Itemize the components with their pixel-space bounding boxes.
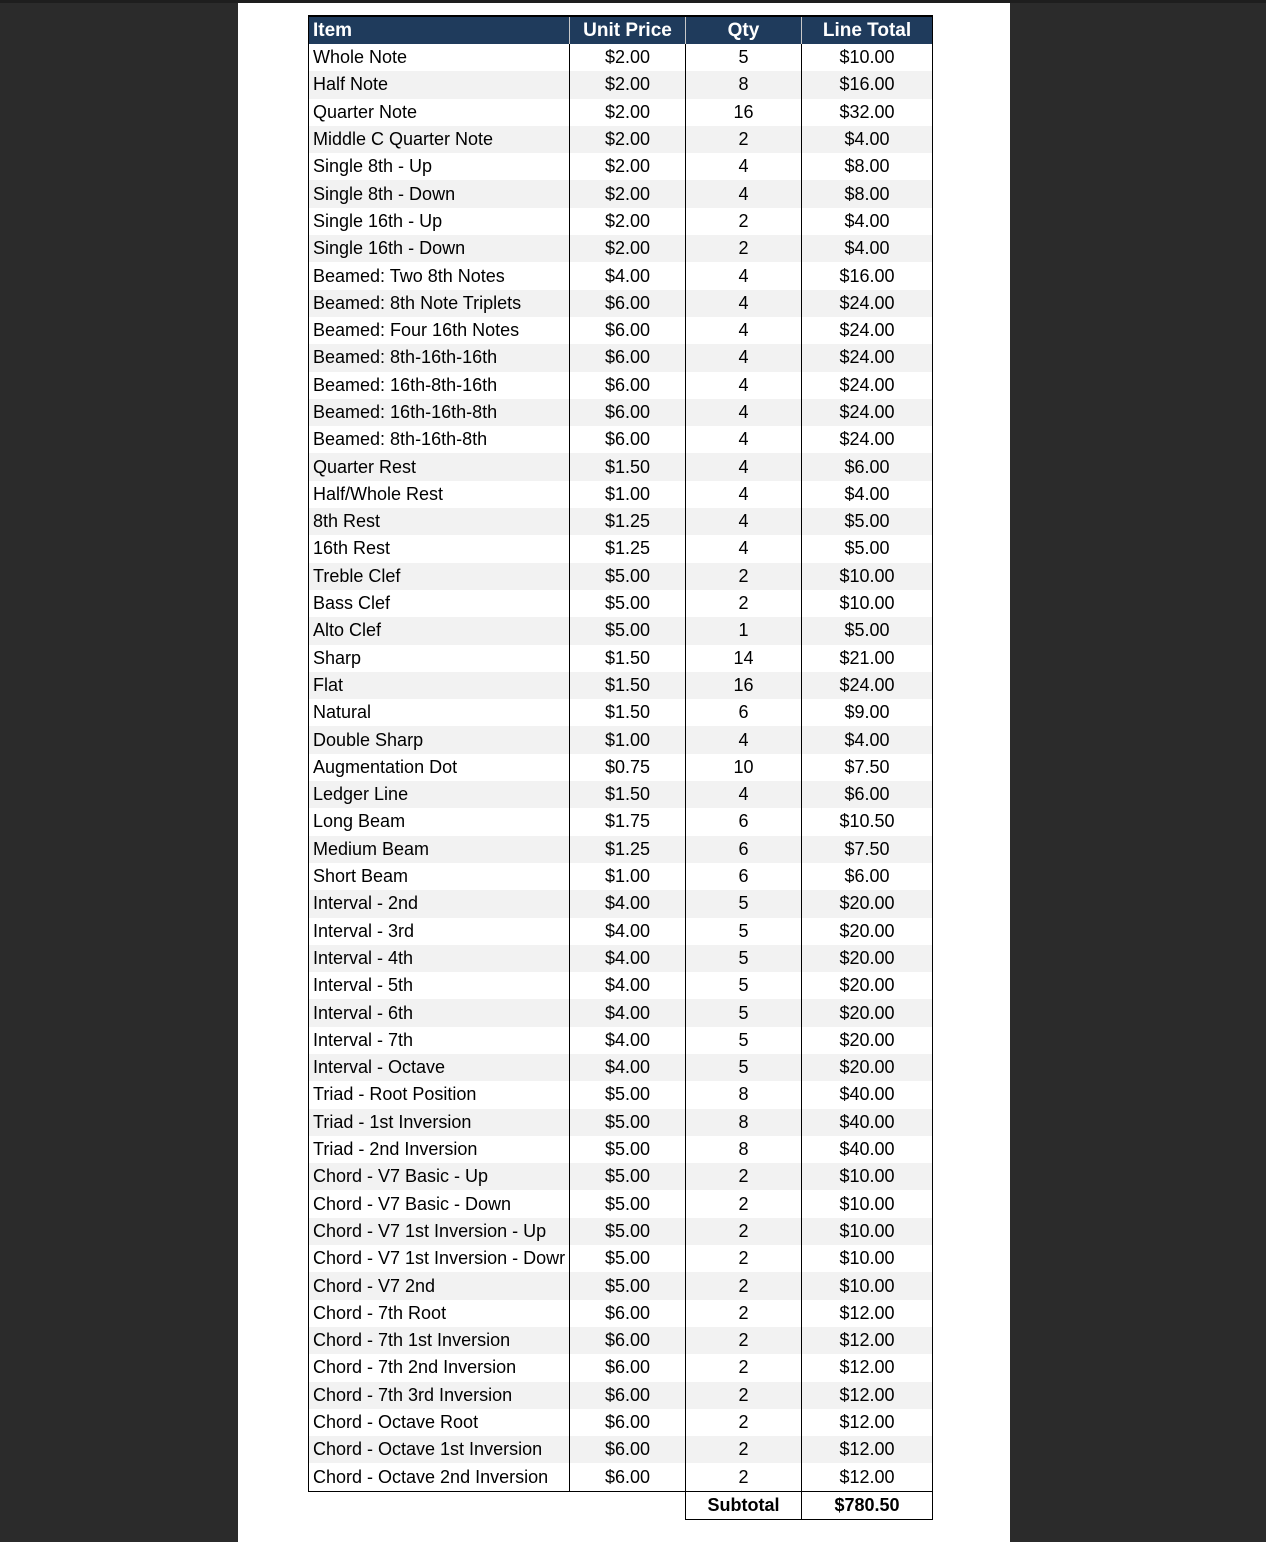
table-row xyxy=(309,1409,933,1436)
item-cell: Interval - Octave xyxy=(309,1054,570,1081)
item-cell: Long Beam xyxy=(309,808,570,835)
unit-price-cell: $1.50 xyxy=(570,699,686,726)
item-cell: Single 16th - Down xyxy=(309,235,570,262)
unit-price-cell: $5.00 xyxy=(570,1163,686,1190)
item-cell: Chord - V7 Basic - Down xyxy=(309,1190,570,1217)
unit-price-cell: $6.00 xyxy=(570,1463,686,1491)
unit-price-cell: $5.00 xyxy=(570,590,686,617)
item-cell: Alto Clef xyxy=(309,617,570,644)
qty-cell: 4 xyxy=(686,399,802,426)
unit-price-cell: $1.75 xyxy=(570,808,686,835)
qty-cell: 2 xyxy=(686,1190,802,1217)
table-body xyxy=(309,44,933,1491)
unit-price-cell: $4.00 xyxy=(570,972,686,999)
item-cell: Single 16th - Up xyxy=(309,208,570,235)
item-cell: Half/Whole Rest xyxy=(309,481,570,508)
table-row xyxy=(309,481,933,508)
unit-price-cell: $1.25 xyxy=(570,508,686,535)
unit-price-cell: $4.00 xyxy=(570,1054,686,1081)
item-cell: Double Sharp xyxy=(309,726,570,753)
table-row xyxy=(309,1327,933,1354)
qty-cell: 2 xyxy=(686,590,802,617)
table-row xyxy=(309,754,933,781)
item-cell: Quarter Note xyxy=(309,99,570,126)
item-cell: Chord - V7 Basic - Up xyxy=(309,1163,570,1190)
item-cell: Interval - 6th xyxy=(309,999,570,1026)
subtotal-value: $780.50 xyxy=(802,1491,933,1519)
table-row xyxy=(309,726,933,753)
table-row xyxy=(309,262,933,289)
item-cell: Triad - 2nd Inversion xyxy=(309,1136,570,1163)
table-row xyxy=(309,1272,933,1299)
item-cell: Chord - Octave 1st Inversion xyxy=(309,1436,570,1463)
item-cell: Bass Clef xyxy=(309,590,570,617)
unit-price-cell: $0.75 xyxy=(570,754,686,781)
item-cell: Interval - 5th xyxy=(309,972,570,999)
unit-price-cell: $5.00 xyxy=(570,1218,686,1245)
table-row xyxy=(309,1245,933,1272)
line-total-cell: $12.00 xyxy=(802,1300,933,1327)
qty-cell: 4 xyxy=(686,290,802,317)
item-cell: Chord - Octave 2nd Inversion xyxy=(309,1463,570,1491)
line-total-cell: $40.00 xyxy=(802,1081,933,1108)
line-total-cell: $24.00 xyxy=(802,672,933,699)
qty-cell: 10 xyxy=(686,754,802,781)
unit-price-cell: $6.00 xyxy=(570,344,686,371)
unit-price-cell: $6.00 xyxy=(570,372,686,399)
table-row xyxy=(309,344,933,371)
qty-cell: 5 xyxy=(686,1054,802,1081)
line-total-cell: $6.00 xyxy=(802,781,933,808)
line-total-cell: $5.00 xyxy=(802,535,933,562)
line-total-cell: $16.00 xyxy=(802,71,933,98)
qty-cell: 4 xyxy=(686,262,802,289)
unit-price-cell: $5.00 xyxy=(570,617,686,644)
table-row xyxy=(309,180,933,207)
item-cell: Interval - 3rd xyxy=(309,918,570,945)
item-cell: Medium Beam xyxy=(309,836,570,863)
unit-price-cell: $2.00 xyxy=(570,180,686,207)
table-row xyxy=(309,1218,933,1245)
unit-price-cell: $4.00 xyxy=(570,262,686,289)
line-total-cell: $40.00 xyxy=(802,1109,933,1136)
table-row xyxy=(309,1463,933,1491)
qty-cell: 2 xyxy=(686,1327,802,1354)
qty-cell: 4 xyxy=(686,726,802,753)
table-row xyxy=(309,153,933,180)
line-total-cell: $24.00 xyxy=(802,399,933,426)
unit-price-cell: $1.50 xyxy=(570,645,686,672)
qty-cell: 4 xyxy=(686,508,802,535)
line-total-cell: $4.00 xyxy=(802,481,933,508)
qty-cell: 4 xyxy=(686,372,802,399)
item-cell: Beamed: 8th-16th-8th xyxy=(309,426,570,453)
table-row xyxy=(309,590,933,617)
unit-price-cell: $6.00 xyxy=(570,1382,686,1409)
line-total-cell: $24.00 xyxy=(802,372,933,399)
table-row xyxy=(309,1054,933,1081)
line-total-cell: $5.00 xyxy=(802,617,933,644)
qty-cell: 1 xyxy=(686,617,802,644)
table-row xyxy=(309,672,933,699)
table-row xyxy=(309,781,933,808)
line-total-cell: $20.00 xyxy=(802,972,933,999)
table-row xyxy=(309,453,933,480)
unit-price-cell: $5.00 xyxy=(570,1136,686,1163)
qty-cell: 6 xyxy=(686,836,802,863)
line-total-cell: $10.00 xyxy=(802,1245,933,1272)
item-cell: Whole Note xyxy=(309,44,570,71)
qty-cell: 2 xyxy=(686,1300,802,1327)
unit-price-cell: $5.00 xyxy=(570,1081,686,1108)
item-cell: Single 8th - Up xyxy=(309,153,570,180)
item-cell: Chord - V7 2nd xyxy=(309,1272,570,1299)
table-row xyxy=(309,1109,933,1136)
unit-price-cell: $2.00 xyxy=(570,126,686,153)
qty-cell: 4 xyxy=(686,317,802,344)
line-total-cell: $12.00 xyxy=(802,1436,933,1463)
item-cell: Interval - 2nd xyxy=(309,890,570,917)
qty-cell: 2 xyxy=(686,1245,802,1272)
item-cell: Beamed: Four 16th Notes xyxy=(309,317,570,344)
item-cell: 16th Rest xyxy=(309,535,570,562)
qty-cell: 2 xyxy=(686,235,802,262)
table-row xyxy=(309,1190,933,1217)
column-header-line-total: Line Total xyxy=(802,16,933,44)
table-row xyxy=(309,235,933,262)
table-row xyxy=(309,1027,933,1054)
table-row xyxy=(309,699,933,726)
item-cell: Augmentation Dot xyxy=(309,754,570,781)
line-items-table xyxy=(308,15,933,1520)
line-total-cell: $21.00 xyxy=(802,645,933,672)
unit-price-cell: $6.00 xyxy=(570,399,686,426)
unit-price-cell: $1.50 xyxy=(570,672,686,699)
table-row xyxy=(309,290,933,317)
subtotal-label: Subtotal xyxy=(686,1491,802,1519)
line-total-cell: $20.00 xyxy=(802,1027,933,1054)
line-total-cell: $20.00 xyxy=(802,999,933,1026)
line-total-cell: $6.00 xyxy=(802,453,933,480)
unit-price-cell: $5.00 xyxy=(570,1190,686,1217)
item-cell: Interval - 4th xyxy=(309,945,570,972)
column-header-unit-price: Unit Price xyxy=(570,16,686,44)
table-row xyxy=(309,1436,933,1463)
header-row xyxy=(309,16,933,44)
unit-price-cell: $5.00 xyxy=(570,1109,686,1136)
item-cell: Sharp xyxy=(309,645,570,672)
item-cell: Chord - Octave Root xyxy=(309,1409,570,1436)
unit-price-cell: $4.00 xyxy=(570,890,686,917)
unit-price-cell: $4.00 xyxy=(570,999,686,1026)
unit-price-cell: $2.00 xyxy=(570,208,686,235)
qty-cell: 2 xyxy=(686,208,802,235)
line-total-cell: $6.00 xyxy=(802,863,933,890)
item-cell: Quarter Rest xyxy=(309,453,570,480)
unit-price-cell: $2.00 xyxy=(570,153,686,180)
table-row xyxy=(309,399,933,426)
item-cell: Beamed: Two 8th Notes xyxy=(309,262,570,289)
column-header-item: Item xyxy=(309,16,570,44)
unit-price-cell: $6.00 xyxy=(570,1409,686,1436)
qty-cell: 2 xyxy=(686,563,802,590)
qty-cell: 6 xyxy=(686,863,802,890)
qty-cell: 8 xyxy=(686,1136,802,1163)
blank-cell xyxy=(309,1491,570,1519)
line-total-cell: $10.00 xyxy=(802,44,933,71)
qty-cell: 2 xyxy=(686,1218,802,1245)
qty-cell: 4 xyxy=(686,453,802,480)
item-cell: Short Beam xyxy=(309,863,570,890)
table-row xyxy=(309,208,933,235)
item-cell: Single 8th - Down xyxy=(309,180,570,207)
line-total-cell: $10.00 xyxy=(802,1190,933,1217)
line-total-cell: $24.00 xyxy=(802,317,933,344)
table-row xyxy=(309,372,933,399)
item-cell: Chord - V7 1st Inversion - Dowr xyxy=(309,1245,570,1272)
qty-cell: 4 xyxy=(686,153,802,180)
qty-cell: 5 xyxy=(686,918,802,945)
line-total-cell: $24.00 xyxy=(802,344,933,371)
item-cell: Middle C Quarter Note xyxy=(309,126,570,153)
unit-price-cell: $1.25 xyxy=(570,836,686,863)
line-total-cell: $12.00 xyxy=(802,1327,933,1354)
item-cell: Beamed: 16th-16th-8th xyxy=(309,399,570,426)
table-row xyxy=(309,808,933,835)
table-row xyxy=(309,890,933,917)
line-total-cell: $10.00 xyxy=(802,1218,933,1245)
line-total-cell: $7.50 xyxy=(802,754,933,781)
line-total-cell: $24.00 xyxy=(802,290,933,317)
line-total-cell: $12.00 xyxy=(802,1354,933,1381)
item-cell: Triad - 1st Inversion xyxy=(309,1109,570,1136)
unit-price-cell: $2.00 xyxy=(570,235,686,262)
table-row xyxy=(309,918,933,945)
item-cell: Chord - 7th Root xyxy=(309,1300,570,1327)
qty-cell: 4 xyxy=(686,481,802,508)
line-total-cell: $9.00 xyxy=(802,699,933,726)
table-row xyxy=(309,1136,933,1163)
line-total-cell: $12.00 xyxy=(802,1409,933,1436)
qty-cell: 4 xyxy=(686,344,802,371)
unit-price-cell: $4.00 xyxy=(570,918,686,945)
table-row xyxy=(309,645,933,672)
subtotal-row xyxy=(309,1491,933,1519)
unit-price-cell: $1.50 xyxy=(570,453,686,480)
unit-price-cell: $1.25 xyxy=(570,535,686,562)
qty-cell: 8 xyxy=(686,71,802,98)
item-cell: Natural xyxy=(309,699,570,726)
table-row xyxy=(309,617,933,644)
qty-cell: 16 xyxy=(686,672,802,699)
table-row xyxy=(309,1354,933,1381)
line-total-cell: $7.50 xyxy=(802,836,933,863)
line-total-cell: $4.00 xyxy=(802,126,933,153)
table-row xyxy=(309,563,933,590)
unit-price-cell: $6.00 xyxy=(570,1300,686,1327)
unit-price-cell: $1.50 xyxy=(570,781,686,808)
unit-price-cell: $1.00 xyxy=(570,863,686,890)
table-row xyxy=(309,535,933,562)
line-total-cell: $20.00 xyxy=(802,945,933,972)
qty-cell: 8 xyxy=(686,1109,802,1136)
table-row xyxy=(309,836,933,863)
item-cell: Half Note xyxy=(309,71,570,98)
line-total-cell: $16.00 xyxy=(802,262,933,289)
table-row xyxy=(309,99,933,126)
qty-cell: 4 xyxy=(686,426,802,453)
qty-cell: 5 xyxy=(686,1027,802,1054)
qty-cell: 14 xyxy=(686,645,802,672)
table-row xyxy=(309,972,933,999)
qty-cell: 2 xyxy=(686,1382,802,1409)
table-row xyxy=(309,999,933,1026)
qty-cell: 8 xyxy=(686,1081,802,1108)
table-row xyxy=(309,508,933,535)
item-cell: Interval - 7th xyxy=(309,1027,570,1054)
qty-cell: 5 xyxy=(686,999,802,1026)
qty-cell: 2 xyxy=(686,1163,802,1190)
item-cell: Ledger Line xyxy=(309,781,570,808)
qty-cell: 2 xyxy=(686,1436,802,1463)
document-page xyxy=(238,3,1010,1542)
line-total-cell: $4.00 xyxy=(802,208,933,235)
table-header xyxy=(309,16,933,44)
qty-cell: 5 xyxy=(686,972,802,999)
item-cell: Flat xyxy=(309,672,570,699)
line-total-cell: $8.00 xyxy=(802,153,933,180)
unit-price-cell: $2.00 xyxy=(570,44,686,71)
line-total-cell: $8.00 xyxy=(802,180,933,207)
item-cell: Beamed: 8th-16th-16th xyxy=(309,344,570,371)
blank-cell xyxy=(570,1491,686,1519)
table-row xyxy=(309,945,933,972)
line-total-cell: $10.50 xyxy=(802,808,933,835)
item-cell: 8th Rest xyxy=(309,508,570,535)
table-row xyxy=(309,1300,933,1327)
table-row xyxy=(309,426,933,453)
unit-price-cell: $2.00 xyxy=(570,99,686,126)
line-total-cell: $32.00 xyxy=(802,99,933,126)
line-total-cell: $12.00 xyxy=(802,1382,933,1409)
item-cell: Beamed: 8th Note Triplets xyxy=(309,290,570,317)
line-total-cell: $24.00 xyxy=(802,426,933,453)
line-total-cell: $4.00 xyxy=(802,235,933,262)
qty-cell: 4 xyxy=(686,535,802,562)
qty-cell: 5 xyxy=(686,890,802,917)
unit-price-cell: $5.00 xyxy=(570,563,686,590)
unit-price-cell: $1.00 xyxy=(570,726,686,753)
unit-price-cell: $6.00 xyxy=(570,317,686,344)
unit-price-cell: $6.00 xyxy=(570,1327,686,1354)
line-total-cell: $10.00 xyxy=(802,1163,933,1190)
unit-price-cell: $4.00 xyxy=(570,945,686,972)
unit-price-cell: $5.00 xyxy=(570,1272,686,1299)
qty-cell: 2 xyxy=(686,126,802,153)
unit-price-cell: $6.00 xyxy=(570,290,686,317)
qty-cell: 6 xyxy=(686,808,802,835)
line-total-cell: $10.00 xyxy=(802,590,933,617)
line-total-cell: $10.00 xyxy=(802,563,933,590)
qty-cell: 6 xyxy=(686,699,802,726)
qty-cell: 5 xyxy=(686,945,802,972)
unit-price-cell: $2.00 xyxy=(570,71,686,98)
column-header-qty: Qty xyxy=(686,16,802,44)
unit-price-cell: $4.00 xyxy=(570,1027,686,1054)
qty-cell: 5 xyxy=(686,44,802,71)
table-row xyxy=(309,44,933,71)
line-total-cell: $4.00 xyxy=(802,726,933,753)
line-total-cell: $5.00 xyxy=(802,508,933,535)
item-cell: Chord - 7th 1st Inversion xyxy=(309,1327,570,1354)
unit-price-cell: $6.00 xyxy=(570,1436,686,1463)
item-cell: Chord - V7 1st Inversion - Up xyxy=(309,1218,570,1245)
table-row xyxy=(309,1382,933,1409)
table-row xyxy=(309,863,933,890)
line-total-cell: $10.00 xyxy=(802,1272,933,1299)
qty-cell: 4 xyxy=(686,781,802,808)
unit-price-cell: $1.00 xyxy=(570,481,686,508)
item-cell: Chord - 7th 3rd Inversion xyxy=(309,1382,570,1409)
unit-price-cell: $6.00 xyxy=(570,426,686,453)
unit-price-cell: $5.00 xyxy=(570,1245,686,1272)
table-row xyxy=(309,1163,933,1190)
qty-cell: 2 xyxy=(686,1463,802,1491)
line-total-cell: $20.00 xyxy=(802,918,933,945)
table-row xyxy=(309,126,933,153)
table-footer xyxy=(309,1491,933,1519)
item-cell: Treble Clef xyxy=(309,563,570,590)
table-row xyxy=(309,1081,933,1108)
item-cell: Chord - 7th 2nd Inversion xyxy=(309,1354,570,1381)
unit-price-cell: $6.00 xyxy=(570,1354,686,1381)
qty-cell: 16 xyxy=(686,99,802,126)
qty-cell: 2 xyxy=(686,1354,802,1381)
line-total-cell: $20.00 xyxy=(802,1054,933,1081)
table-row xyxy=(309,317,933,344)
line-total-cell: $12.00 xyxy=(802,1463,933,1491)
qty-cell: 4 xyxy=(686,180,802,207)
line-total-cell: $20.00 xyxy=(802,890,933,917)
table-row xyxy=(309,71,933,98)
qty-cell: 2 xyxy=(686,1409,802,1436)
line-total-cell: $40.00 xyxy=(802,1136,933,1163)
qty-cell: 2 xyxy=(686,1272,802,1299)
item-cell: Triad - Root Position xyxy=(309,1081,570,1108)
item-cell: Beamed: 16th-8th-16th xyxy=(309,372,570,399)
